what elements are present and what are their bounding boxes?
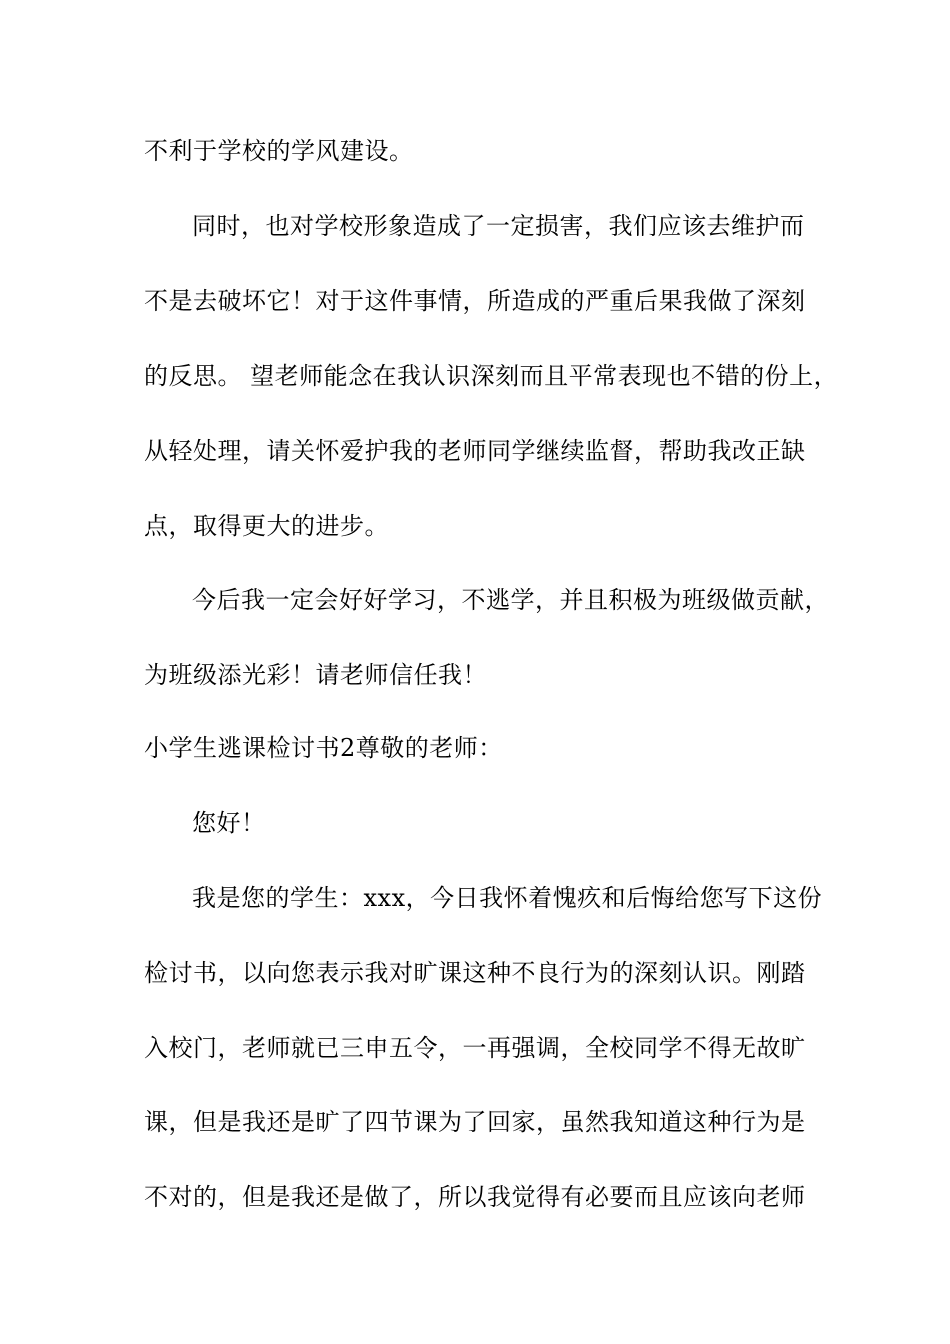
text-line: 的反思。 望老师能念在我认识深刻而且平常表现也不错的份上， xyxy=(144,362,839,390)
text-line: 点，取得更大的进步。 xyxy=(144,512,389,540)
text-line: 检讨书，以向您表示我对旷课这种不良行为的深刻认识。刚踏 xyxy=(144,959,806,987)
text-line: 课，但是我还是旷了四节课为了回家，虽然我知道这种行为是 xyxy=(144,1108,806,1136)
text-line: 入校门，老师就已三申五令，一再强调，全校同学不得无故旷 xyxy=(144,1034,806,1062)
paragraph-start-line: 同时，也对学校形象造成了一定损害，我们应该去维护而 xyxy=(192,212,805,240)
paragraph-start-line: 今后我一定会好好学习，不逃学，并且积极为班级做贡献， xyxy=(192,586,829,614)
text-line: 为班级添光彩！请老师信任我！ xyxy=(144,661,487,689)
text-line: 从轻处理，请关怀爱护我的老师同学继续监督，帮助我改正缺 xyxy=(144,437,806,465)
text-line: 不对的，但是我还是做了，所以我觉得有必要而且应该向老师 xyxy=(144,1183,806,1211)
text-line: 不利于学校的学风建设。 xyxy=(144,137,414,165)
text-line: 不是去破坏它！对于这件事情，所造成的严重后果我做了深刻 xyxy=(144,287,806,315)
greeting-line: 您好！ xyxy=(192,809,266,837)
section-heading-line: 小学生逃课检讨书2尊敬的老师： xyxy=(144,734,503,762)
paragraph-start-line: 我是您的学生：xxx，今日我怀着愧疚和后悔给您写下这份 xyxy=(192,884,823,912)
